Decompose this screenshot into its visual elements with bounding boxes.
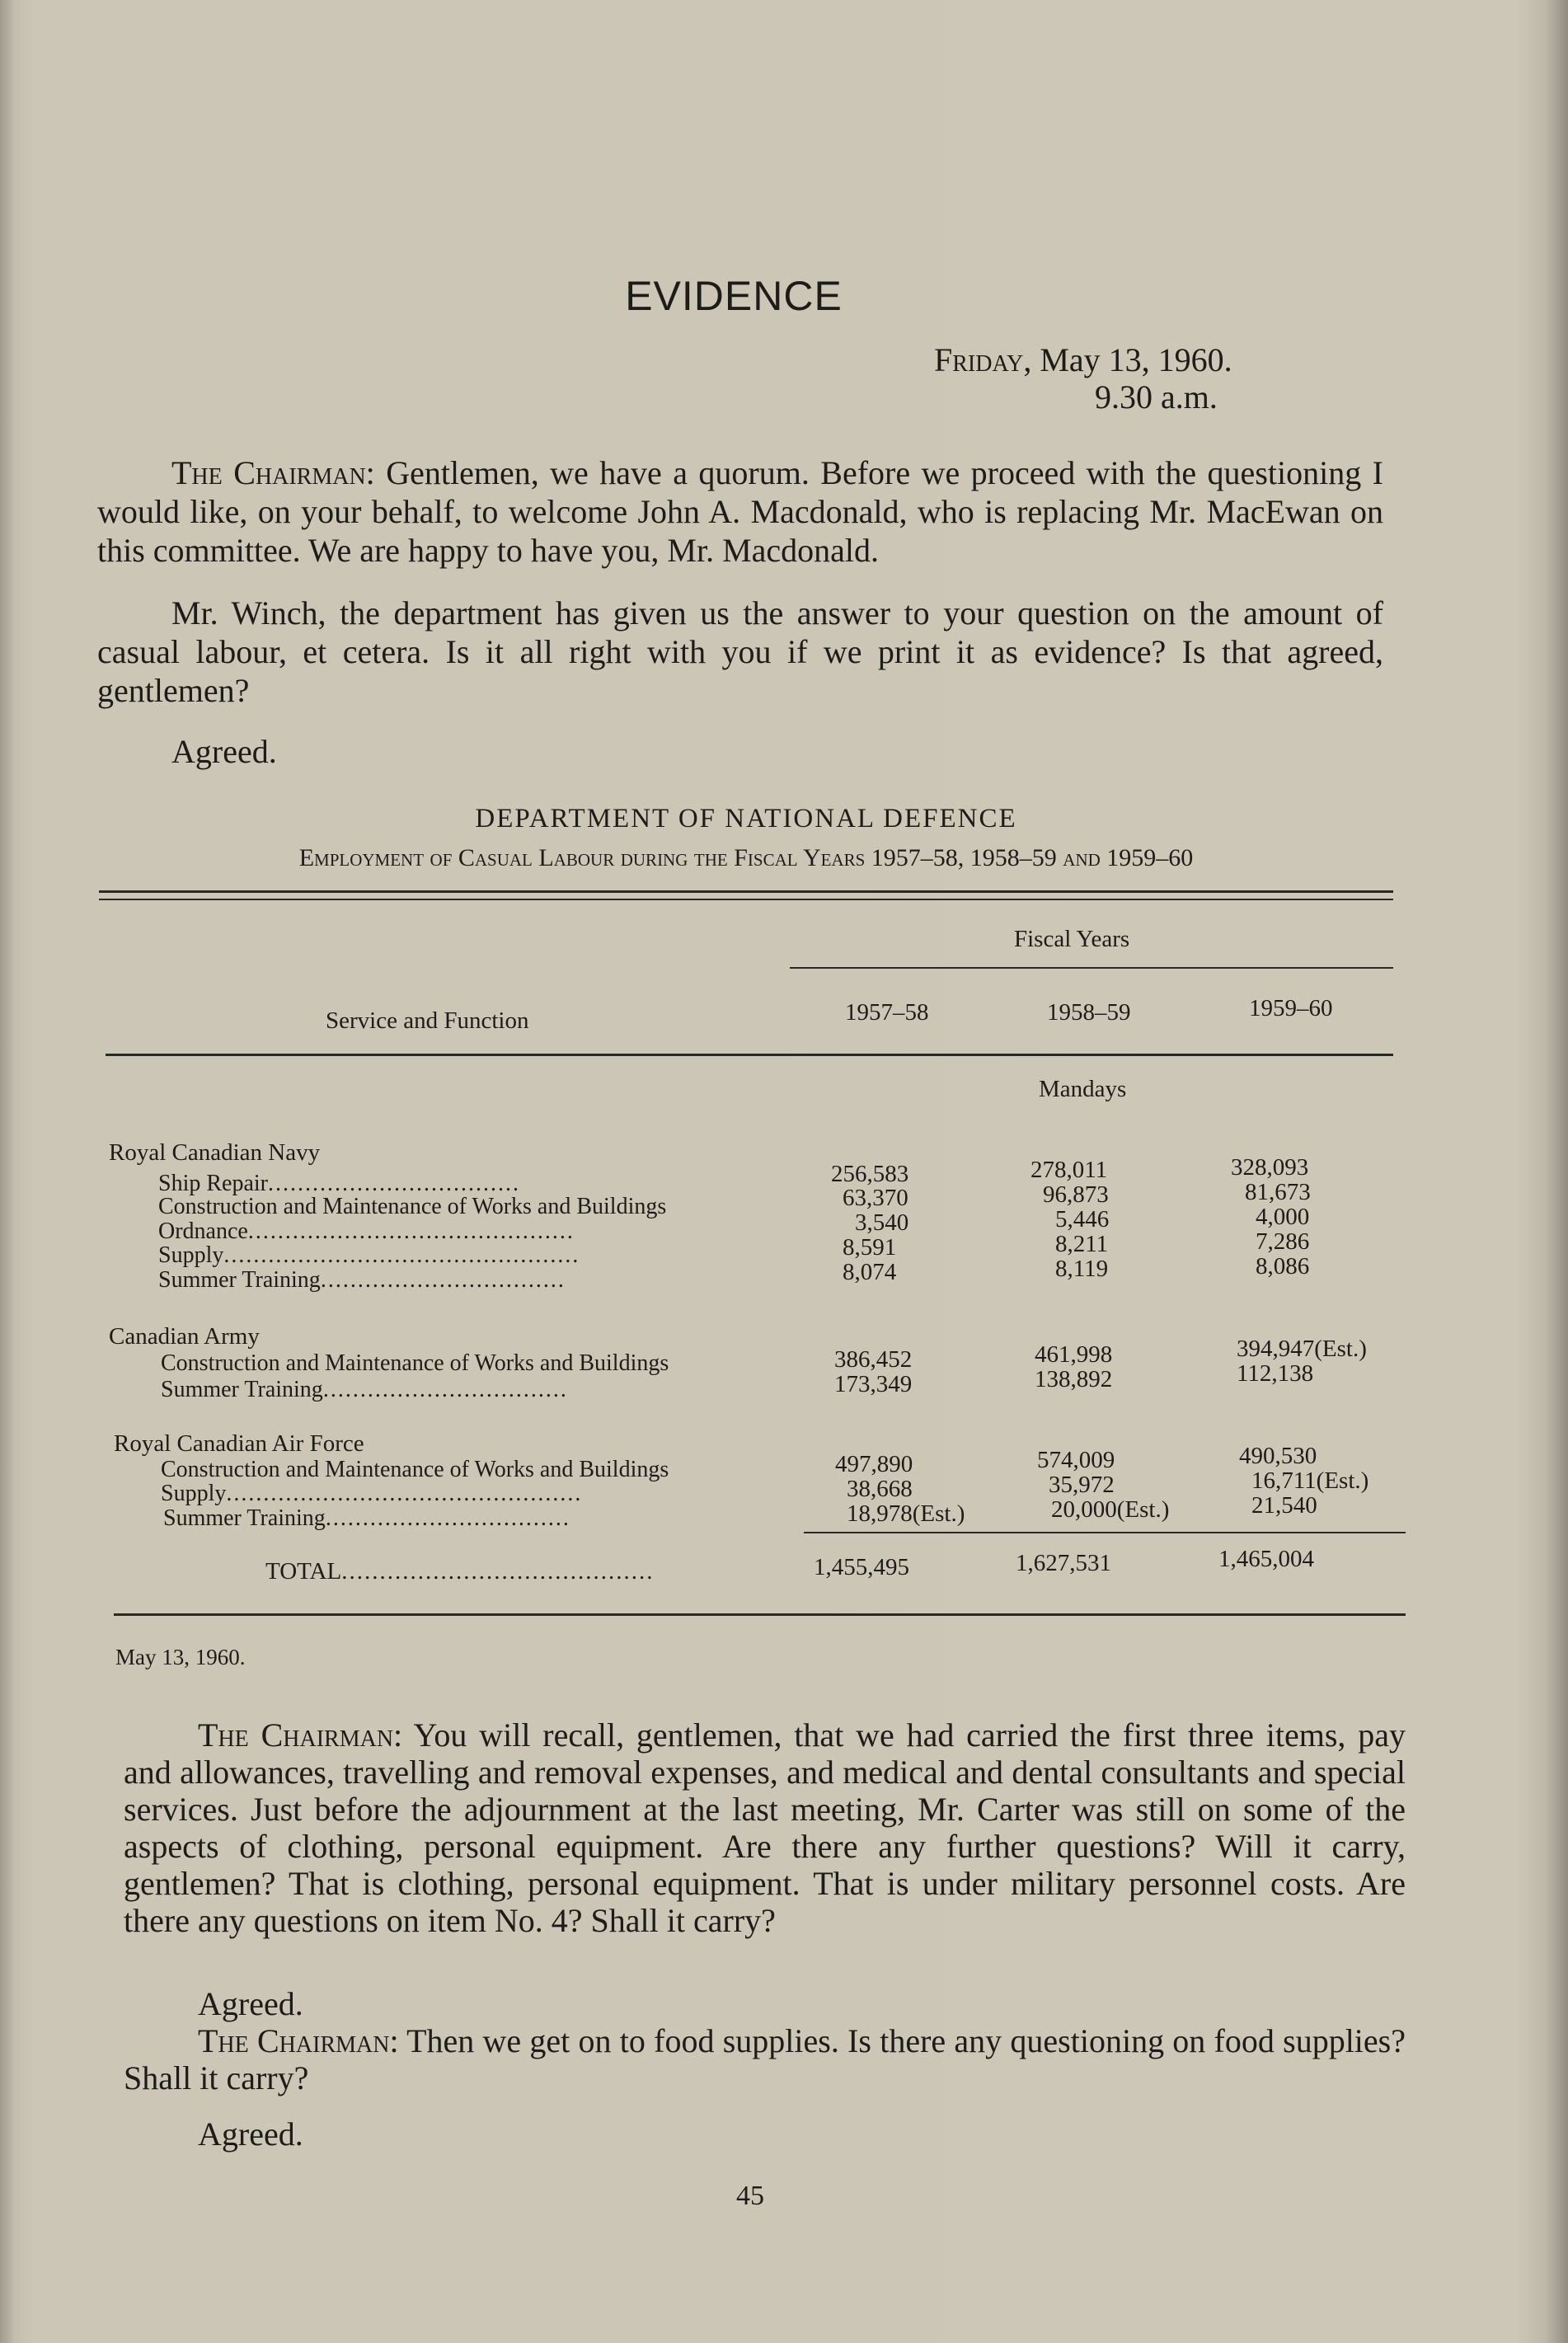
cell-value: 21,540 xyxy=(1251,1492,1317,1519)
header-rule xyxy=(106,1054,1393,1056)
year-header-1: 1957–58 xyxy=(845,999,929,1026)
cell-value: 96,873 xyxy=(1043,1181,1109,1208)
fiscal-years-header: Fiscal Years xyxy=(1014,926,1130,952)
row-label: Construction and Maintenance of Works and Buildings xyxy=(161,1350,669,1376)
table-date: May 13, 1960. xyxy=(115,1645,246,1669)
speaker: The Chairman: xyxy=(198,2022,399,2059)
row-label: Supply................................................ xyxy=(158,1242,580,1268)
unit-label: Mandays xyxy=(1039,1076,1127,1102)
year-header-2: 1958–59 xyxy=(1047,999,1131,1026)
paragraph-text: Mr. Winch, the department has given us the answer to your question on the amount of casual labour, et cetera. Is it all right with you if we print it as evidence? Is that agreed, gentlemen? xyxy=(97,594,1383,709)
table-dept-title: DEPARTMENT OF NATIONAL DEFENCE xyxy=(475,804,1017,833)
table-top-rule xyxy=(99,890,1393,893)
group-name: Canadian Army xyxy=(109,1323,260,1350)
cell-value: 8,591 xyxy=(843,1234,897,1261)
row-label: Summer Training................................. xyxy=(158,1267,566,1293)
service-header: Service and Function xyxy=(326,1007,529,1034)
cell-value: 497,890 xyxy=(835,1451,913,1477)
cell-value: 574,009 xyxy=(1037,1447,1115,1473)
row-label: Ordnance............................................ xyxy=(158,1218,575,1244)
row-label: Ship Repair.................................. xyxy=(158,1171,520,1196)
cell-value: 35,972 xyxy=(1049,1472,1115,1498)
cell-value: 3,540 xyxy=(855,1209,909,1236)
cell-value: 256,583 xyxy=(831,1161,909,1187)
cell-value: 138,892 xyxy=(1035,1366,1113,1392)
cell-value: 8,086 xyxy=(1256,1253,1310,1279)
paragraph-text: You will recall, gentlemen, that we had carried the first three items, pay and allowances, travelling and removal expenses, and medical and dental consultants and special services. Just before the adjournment at the last meeting, Mr. Carter was still on some of the aspects of clothing, personal equipment. Are there any further questions? Will it carry, gentlemen? That is clothing, personal equipment. That is under military personnel costs. Are there any questions on item No. 4? Shall it carry? xyxy=(124,1716,1406,1939)
total-rule xyxy=(804,1532,1406,1533)
cell-value: 328,093 xyxy=(1231,1154,1309,1181)
cell-value: 461,998 xyxy=(1035,1341,1113,1368)
cell-value: 5,446 xyxy=(1055,1206,1110,1233)
cell-value: 16,711(Est.) xyxy=(1251,1467,1369,1494)
cell-value: 4,000 xyxy=(1256,1204,1310,1230)
total-value: 1,627,531 xyxy=(1016,1550,1111,1576)
cell-value: 394,947(Est.) xyxy=(1237,1336,1367,1362)
cell-value: 18,978(Est.) xyxy=(847,1500,965,1527)
row-label: Supply................................................ xyxy=(161,1481,583,1506)
row-label: Summer Training................................. xyxy=(161,1377,568,1402)
cell-value: 173,349 xyxy=(834,1371,913,1397)
year-header-3: 1959–60 xyxy=(1249,995,1333,1021)
dateline-day: Friday, xyxy=(934,341,1032,378)
total-value: 1,465,004 xyxy=(1218,1546,1314,1572)
group-name: Royal Canadian Air Force xyxy=(114,1430,364,1457)
cell-value: 8,119 xyxy=(1055,1256,1109,1282)
row-label: Construction and Maintenance of Works and Buildings xyxy=(158,1194,667,1219)
agreed-2: Agreed. xyxy=(198,1985,303,2022)
row-label: Summer Training................................. xyxy=(163,1505,570,1531)
cell-value: 490,530 xyxy=(1239,1443,1317,1469)
dateline-date xyxy=(934,340,1232,379)
cell-value: 8,211 xyxy=(1055,1231,1109,1257)
table-bottom-rule xyxy=(114,1613,1406,1616)
fiscal-years-rule xyxy=(790,967,1393,969)
paragraph-4 xyxy=(124,2022,1406,2096)
cell-value: 386,452 xyxy=(834,1346,913,1373)
cell-value: 20,000(Est.) xyxy=(1051,1496,1170,1523)
speaker: The Chairman: xyxy=(171,454,375,491)
total-label: TOTAL......................................... xyxy=(265,1558,655,1585)
cell-value: 63,370 xyxy=(843,1185,908,1211)
paragraph-text: Then we get on to food supplies. Is there any questioning on food supplies? Shall it carry? xyxy=(124,2022,1406,2096)
row-label: Construction and Maintenance of Works and Buildings xyxy=(161,1457,669,1482)
dateline-time: 9.30 a.m. xyxy=(1095,378,1218,416)
table-subtitle: Employment of Casual Labour during the Fiscal Years 1957–58, 1958–59 and 1959–60 xyxy=(298,844,1194,871)
paragraph-2 xyxy=(97,594,1383,710)
cell-value: 7,286 xyxy=(1256,1228,1310,1255)
cell-value: 112,138 xyxy=(1237,1360,1314,1387)
cell-value: 38,668 xyxy=(847,1476,913,1502)
total-value: 1,455,495 xyxy=(814,1554,909,1580)
cell-value: 81,673 xyxy=(1245,1179,1311,1205)
cell-value: 8,074 xyxy=(843,1259,897,1285)
dateline-date-text: May 13, 1960. xyxy=(1040,341,1232,378)
heading: EVIDENCE xyxy=(625,273,843,319)
paragraph-text: Gentlemen, we have a quorum. Before we proceed with the questioning I would like, on your behalf, to welcome John A. Macdonald, who is replacing Mr. MacEwan on this committee. We are happy to have you, Mr. Macdonald. xyxy=(97,454,1383,569)
table-top-rule-2 xyxy=(99,899,1393,900)
paragraph-1 xyxy=(97,453,1383,570)
cell-value: 278,011 xyxy=(1030,1157,1108,1183)
page-number: 45 xyxy=(736,2181,764,2211)
group-name: Royal Canadian Navy xyxy=(109,1139,321,1166)
agreed-3: Agreed. xyxy=(198,2115,303,2153)
paragraph-3 xyxy=(124,1716,1406,1939)
agreed-1: Agreed. xyxy=(171,733,277,770)
speaker: The Chairman: xyxy=(198,1716,403,1754)
